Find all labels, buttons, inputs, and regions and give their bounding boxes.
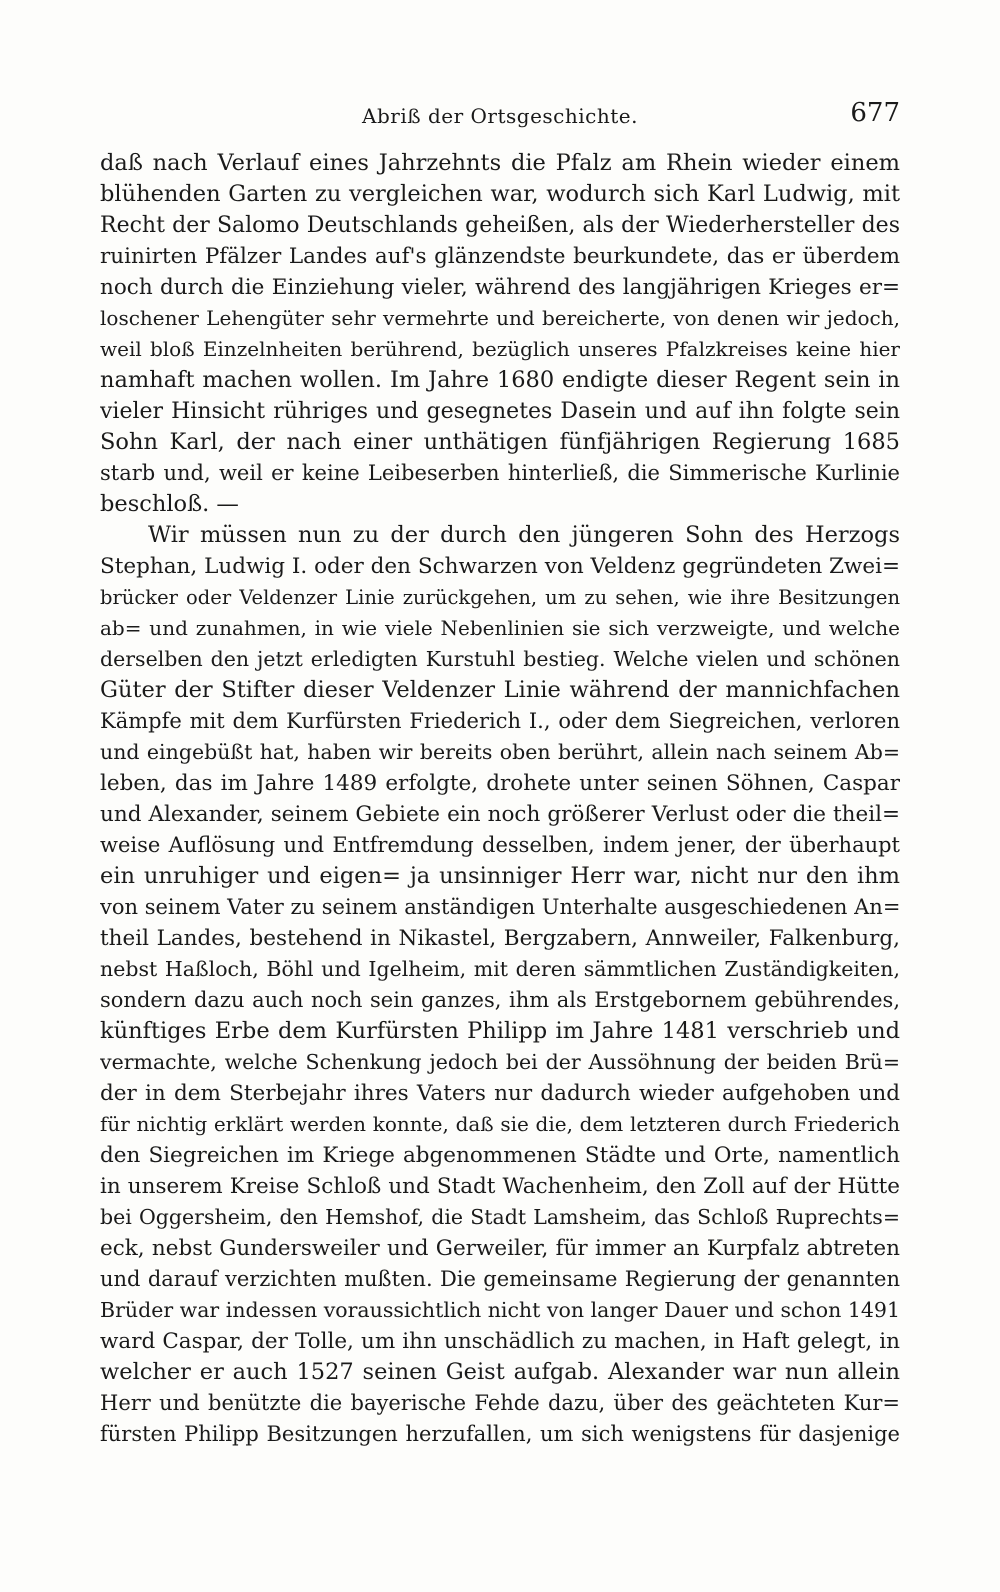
text-line: in unserem Kreise Schloß und Stadt Wachenheim, den Zoll auf der Hütte	[100, 1174, 900, 1199]
text-line: vieler Hinsicht rühriges und gesegnetes Dasein und auf ihn folgte sein	[100, 399, 900, 424]
text-line: theil Landes, bestehend in Nikastel, Bergzabern, Annweiler, Falkenburg,	[100, 926, 900, 951]
text-line: loschener Lehengüter sehr vermehrte und bereicherte, von denen wir jedoch,	[100, 306, 900, 330]
text-line: blühenden Garten zu vergleichen war, wodurch sich Karl Ludwig, mit	[100, 181, 900, 207]
text-line: Güter der Stifter dieser Veldenzer Linie während der mannichfachen	[100, 677, 900, 703]
text-line: starb und, weil er keine Leibeserben hinterließ, die Simmerische Kurlinie	[100, 461, 900, 485]
text-line: und eingebüßt hat, haben wir bereits oben berührt, allein nach seinem Ab=	[100, 740, 900, 764]
page-header	[100, 96, 900, 136]
text-line: eck, nebst Gundersweiler und Gerweiler, für immer an Kurpfalz abtreten	[100, 1236, 900, 1261]
text-line: künftiges Erbe dem Kurfürsten Philipp im Jahre 1481 verschrieb und	[100, 1018, 900, 1044]
text-line: derselben den jetzt erledigten Kurstuhl bestieg. Welche vielen und schönen	[100, 647, 900, 671]
text-line: weil bloß Einzelnheiten berührend, bezüglich unseres Pfalzkreises keine hier	[100, 337, 900, 361]
text-line: bei Oggersheim, den Hemshof, die Stadt Lamsheim, das Schloß Ruprechts=	[100, 1205, 900, 1229]
text-line: vermachte, welche Schenkung jedoch bei der Aussöhnung der beiden Brü=	[100, 1050, 900, 1074]
text-line: ruinirten Pfälzer Landes auf's glänzendste beurkundete, das er überdem	[100, 244, 900, 269]
text-line: welcher er auch 1527 seinen Geist aufgab. Alexander war nun allein	[100, 1359, 900, 1385]
text-line: Stephan, Ludwig I. oder den Schwarzen von Veldenz gegründeten Zwei=	[100, 554, 900, 579]
body-text	[100, 148, 900, 1450]
text-line: den Siegreichen im Kriege abgenommenen Städte und Orte, namentlich	[100, 1143, 900, 1168]
text-line: sondern dazu auch noch sein ganzes, ihm als Erstgebornem gebührendes,	[100, 988, 900, 1012]
text-line: Sohn Karl, der nach einer unthätigen fünfjährigen Regierung 1685	[100, 429, 900, 455]
text-line: und Alexander, seinem Gebiete ein noch größerer Verlust oder die theil=	[100, 802, 900, 827]
text-line: weise Auflösung und Entfremdung desselben, indem jener, der überhaupt	[100, 833, 900, 857]
text-line: Recht der Salomo Deutschlands geheißen, als der Wiederhersteller des	[100, 213, 900, 238]
text-line: und darauf verzichten mußten. Die gemeinsame Regierung der genannten	[100, 1267, 900, 1291]
text-line: für nichtig erklärt werden konnte, daß sie die, dem letzteren durch Friederich	[100, 1112, 900, 1136]
text-line: der in dem Sterbejahr ihres Vaters nur dadurch wieder aufgehoben und	[100, 1081, 900, 1106]
running-title: Abriß der Ortsgeschichte.	[362, 104, 638, 128]
text-line: beschloß. —	[100, 491, 239, 517]
text-line: daß nach Verlauf eines Jahrzehnts die Pfalz am Rhein wieder einem	[100, 150, 900, 176]
text-line: brücker oder Veldenzer Linie zurückgehen, um zu sehen, wie ihre Besitzungen	[100, 586, 900, 609]
text-line: Herr und benützte die bayerische Fehde dazu, über des geächteten Kur=	[100, 1391, 900, 1415]
text-line: ein unruhiger und eigen= ja unsinniger Herr war, nicht nur den ihm	[100, 863, 900, 889]
text-line: Wir müssen nun zu der durch den jüngeren Sohn des Herzogs	[148, 522, 900, 548]
text-line: ab= und zunahmen, in wie viele Nebenlinien sie sich verzweigte, und welche	[100, 616, 900, 640]
text-line: fürsten Philipp Besitzungen herzufallen, um sich wenigstens für dasjenige	[100, 1422, 900, 1446]
text-line: ward Caspar, der Tolle, um ihn unschädlich zu machen, in Haft gelegt, in	[100, 1329, 900, 1354]
text-line: Kämpfe mit dem Kurfürsten Friederich I., oder dem Siegreichen, verloren	[100, 709, 900, 733]
text-line: von seinem Vater zu seinem anständigen Unterhalte ausgeschiedenen An=	[100, 895, 900, 919]
text-line: noch durch die Einziehung vieler, während des langjährigen Krieges er=	[100, 275, 900, 300]
page-number: 677	[850, 98, 900, 128]
text-line: Brüder war indessen voraussichtlich nicht von langer Dauer und schon 1491	[100, 1298, 900, 1322]
text-line: namhaft machen wollen. Im Jahre 1680 endigte dieser Regent sein in	[100, 367, 900, 393]
text-line: leben, das im Jahre 1489 erfolgte, drohete unter seinen Söhnen, Caspar	[100, 771, 900, 796]
text-line: nebst Haßloch, Böhl und Igelheim, mit deren sämmtlichen Zuständigkeiten,	[100, 957, 900, 981]
